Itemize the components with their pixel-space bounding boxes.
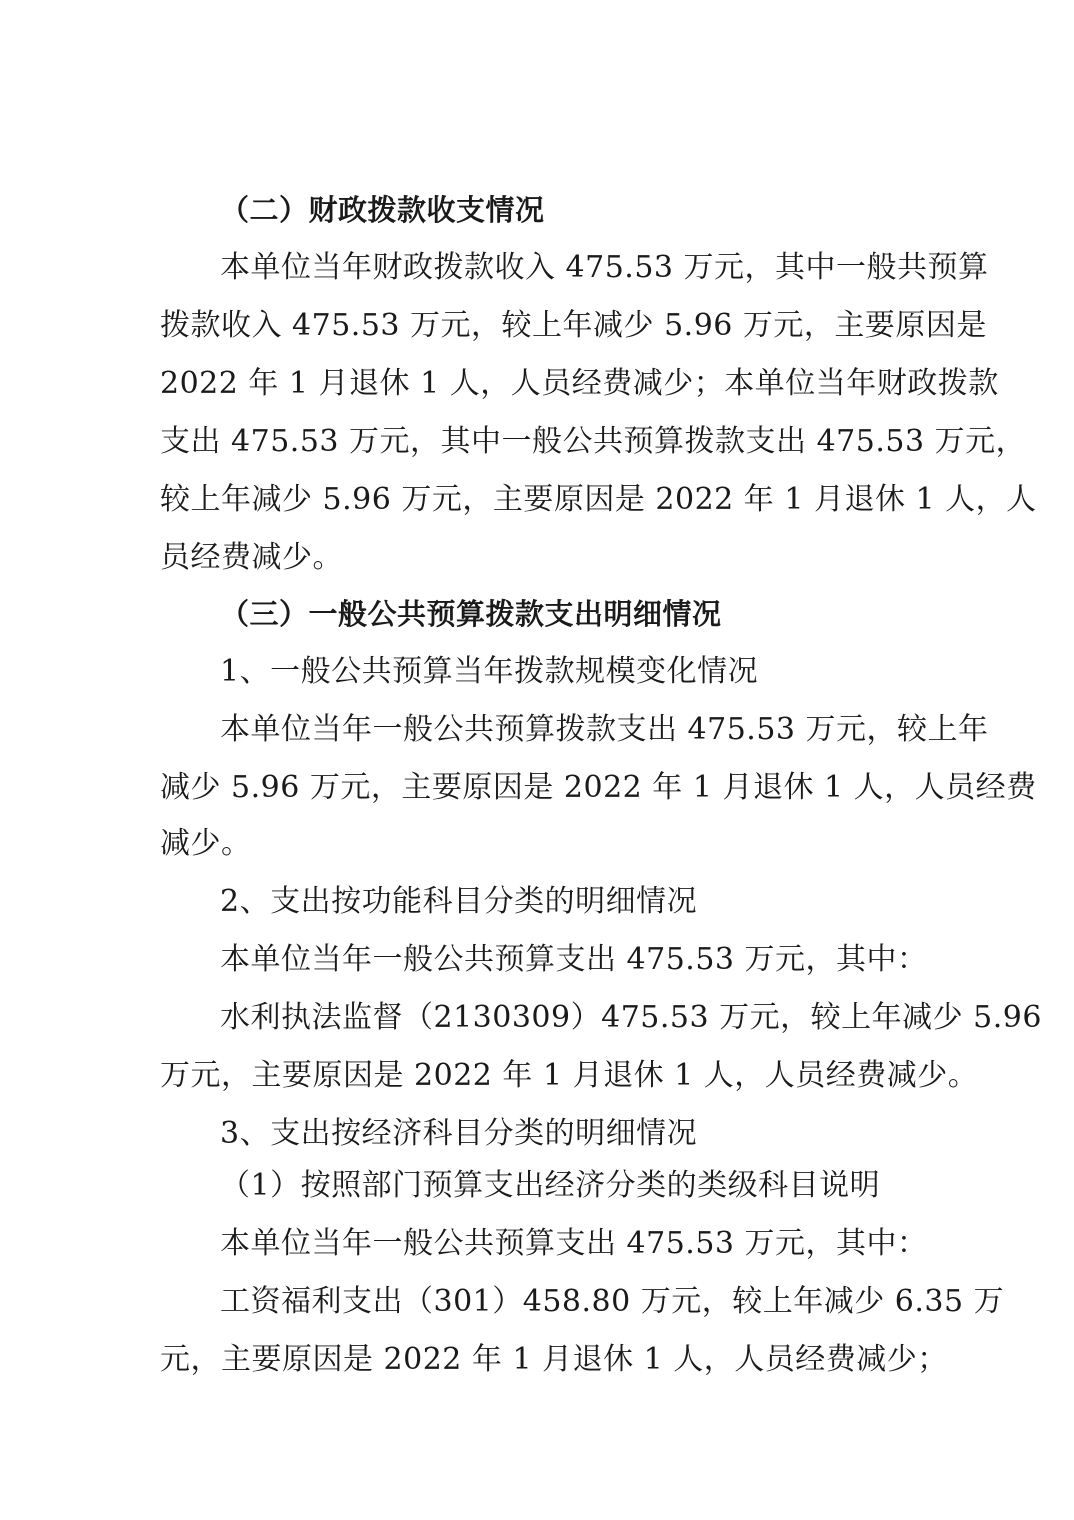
paragraph-line: 支出 475.53 万元，其中一般公共预算拨款支出 475.53 万元， — [160, 424, 1027, 459]
paragraph-line: 本单位当年财政拨款收入 475.53 万元，其中一般共预算 — [220, 250, 989, 285]
subheading-2: 2、支出按功能科目分类的明细情况 — [220, 884, 698, 919]
paragraph-line: 较上年减少 5.96 万元，主要原因是 2022 年 1 月退休 1 人，人 — [160, 482, 1037, 517]
subheading-1: 1、一般公共预算当年拨款规模变化情况 — [220, 654, 759, 689]
paragraph-line: 工资福利支出（301）458.80 万元，较上年减少 6.35 万 — [220, 1284, 1005, 1319]
paragraph-line: 本单位当年一般公共预算支出 475.53 万元，其中： — [220, 1226, 928, 1261]
paragraph-line: 元，主要原因是 2022 年 1 月退休 1 人，人员经费减少； — [160, 1342, 948, 1377]
subheading-3-1: （1）按照部门预算支出经济分类的类级科目说明 — [220, 1168, 881, 1203]
paragraph-line: 员经费减少。 — [160, 540, 343, 575]
paragraph-line: 本单位当年一般公共预算支出 475.53 万元，其中： — [220, 942, 928, 977]
paragraph-line: 2022 年 1 月退休 1 人，人员经费减少；本单位当年财政拨款 — [160, 366, 999, 401]
paragraph-line: 减少。 — [160, 826, 252, 861]
section-heading-general-budget-details: （三）一般公共预算拨款支出明细情况 — [220, 597, 722, 631]
paragraph-line: 本单位当年一般公共预算拨款支出 475.53 万元，较上年 — [220, 712, 989, 747]
subheading-3: 3、支出按经济科目分类的明细情况 — [220, 1116, 698, 1151]
paragraph-line: 水利执法监督（2130309）475.53 万元，较上年减少 5.96 — [220, 1000, 1042, 1035]
paragraph-line: 万元，主要原因是 2022 年 1 月退休 1 人，人员经费减少。 — [160, 1058, 979, 1093]
paragraph-line: 拨款收入 475.53 万元，较上年减少 5.96 万元，主要原因是 — [160, 308, 987, 343]
section-heading-fiscal-appropriation: （二）财政拨款收支情况 — [220, 193, 545, 227]
paragraph-line: 减少 5.96 万元，主要原因是 2022 年 1 月退休 1 人，人员经费 — [160, 770, 1037, 805]
